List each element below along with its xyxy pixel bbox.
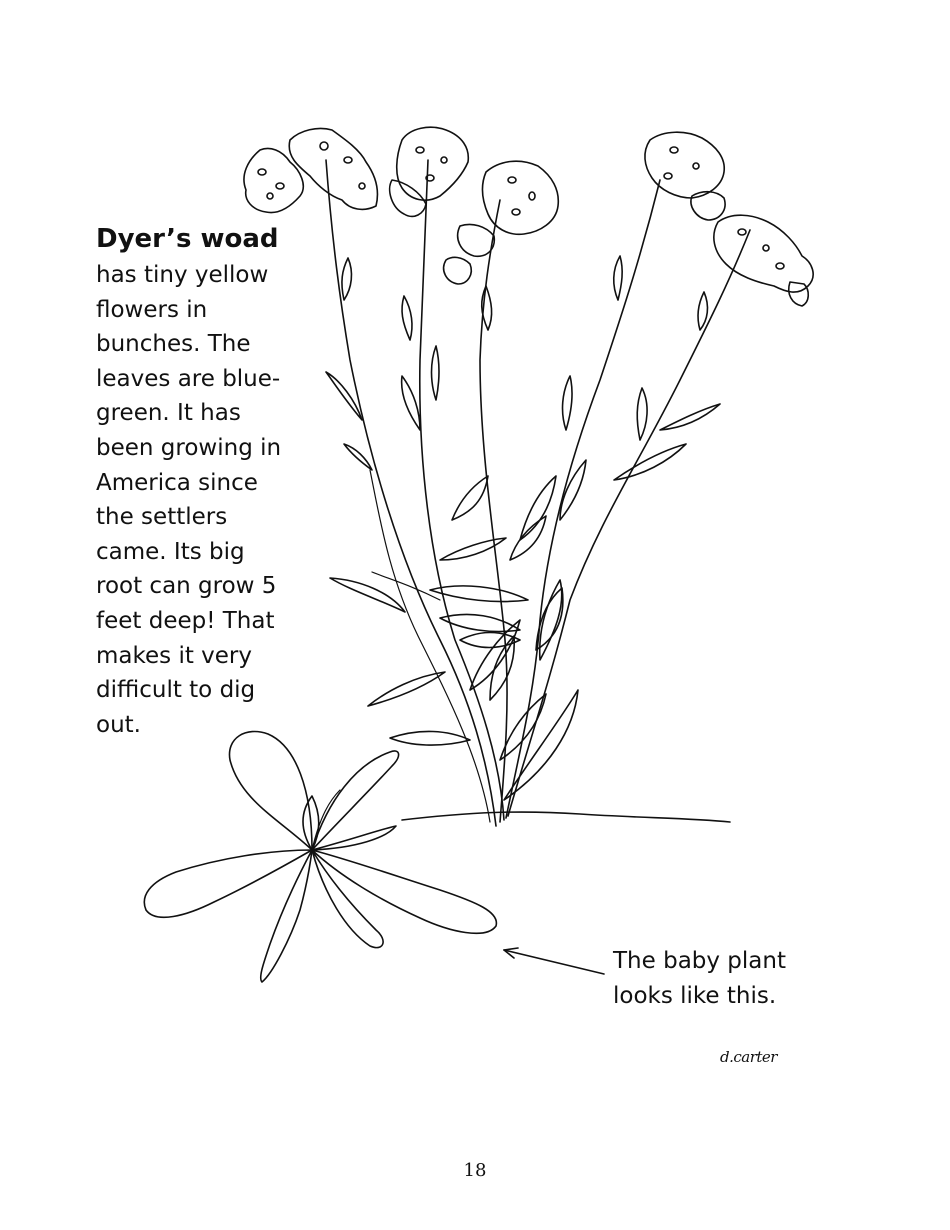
description-text (96, 220, 296, 742)
plant-description: has tiny yellow flowers in bunches. The leaves are blue-green. It has been growing in America since the settlers came. Its big root can grow 5 feet deep! That makes it very difficult to dig out. (96, 262, 282, 738)
baby-plant-caption: The baby plant looks like this. (613, 948, 786, 1009)
plant-title: Dyer’s woad (96, 224, 279, 254)
page-number: 18 (463, 1160, 487, 1181)
artist-signature: d.carter (720, 1048, 777, 1066)
